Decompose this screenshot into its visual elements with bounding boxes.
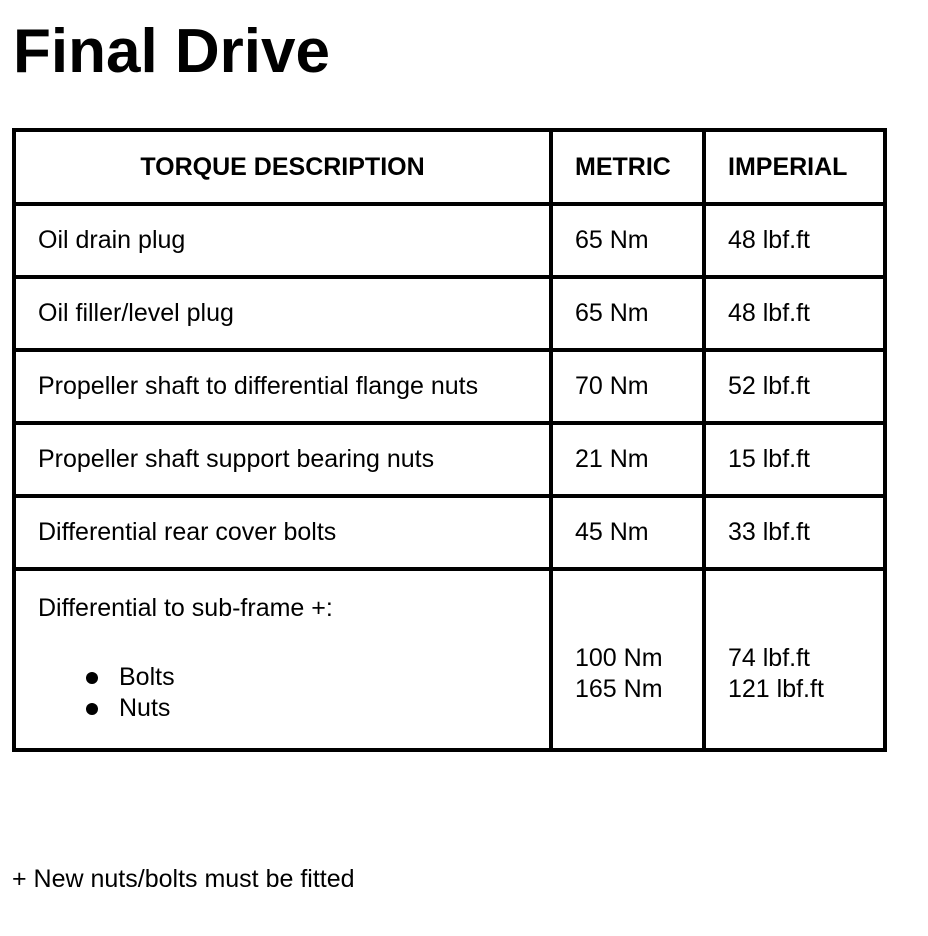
row-metric: 70 Nm bbox=[551, 350, 704, 423]
table-row bbox=[14, 496, 885, 569]
multi-row-description: Differential to sub-frame +: bbox=[38, 594, 333, 622]
row-imperial: 15 lbf.ft bbox=[704, 423, 885, 496]
table-row bbox=[14, 423, 885, 496]
list-item-label: Nuts bbox=[119, 694, 171, 722]
table-row bbox=[14, 204, 885, 277]
row-description: Differential rear cover bolts bbox=[14, 496, 551, 569]
row-metric: 21 Nm bbox=[551, 423, 704, 496]
row-imperial: 48 lbf.ft bbox=[704, 204, 885, 277]
table-row bbox=[14, 277, 885, 350]
row-metric: 65 Nm bbox=[551, 277, 704, 350]
row-metric: 100 Nm bbox=[575, 643, 663, 672]
row-description: Oil filler/level plug bbox=[14, 277, 551, 350]
table-row bbox=[14, 350, 885, 423]
bullet-list bbox=[38, 662, 549, 724]
bullet-icon bbox=[86, 703, 98, 715]
page-title: Final Drive bbox=[13, 17, 330, 86]
multi-row-description-cell bbox=[14, 569, 551, 750]
table-header-row bbox=[14, 130, 885, 204]
header-imperial: IMPERIAL bbox=[704, 130, 885, 204]
row-description: Propeller shaft support bearing nuts bbox=[14, 423, 551, 496]
header-description: TORQUE DESCRIPTION bbox=[14, 130, 551, 204]
header-metric: METRIC bbox=[551, 130, 704, 204]
row-imperial: 52 lbf.ft bbox=[704, 350, 885, 423]
row-description: Oil drain plug bbox=[14, 204, 551, 277]
row-imperial: 121 lbf.ft bbox=[728, 674, 824, 703]
torque-table bbox=[12, 128, 887, 752]
row-metric: 45 Nm bbox=[551, 496, 704, 569]
row-imperial: 33 lbf.ft bbox=[704, 496, 885, 569]
bullet-icon bbox=[86, 672, 98, 684]
list-item bbox=[86, 662, 549, 693]
row-metric: 65 Nm bbox=[551, 204, 704, 277]
footnote: + New nuts/bolts must be fitted bbox=[12, 865, 355, 893]
list-item-label: Bolts bbox=[119, 663, 175, 691]
multi-row-imperial-cell bbox=[704, 569, 885, 750]
row-imperial: 74 lbf.ft bbox=[728, 643, 810, 672]
row-metric: 165 Nm bbox=[575, 674, 663, 703]
row-imperial: 48 lbf.ft bbox=[704, 277, 885, 350]
table-row-multi bbox=[14, 569, 885, 750]
row-description: Propeller shaft to differential flange nuts bbox=[14, 350, 551, 423]
list-item bbox=[86, 693, 549, 724]
multi-row-metric-cell bbox=[551, 569, 704, 750]
